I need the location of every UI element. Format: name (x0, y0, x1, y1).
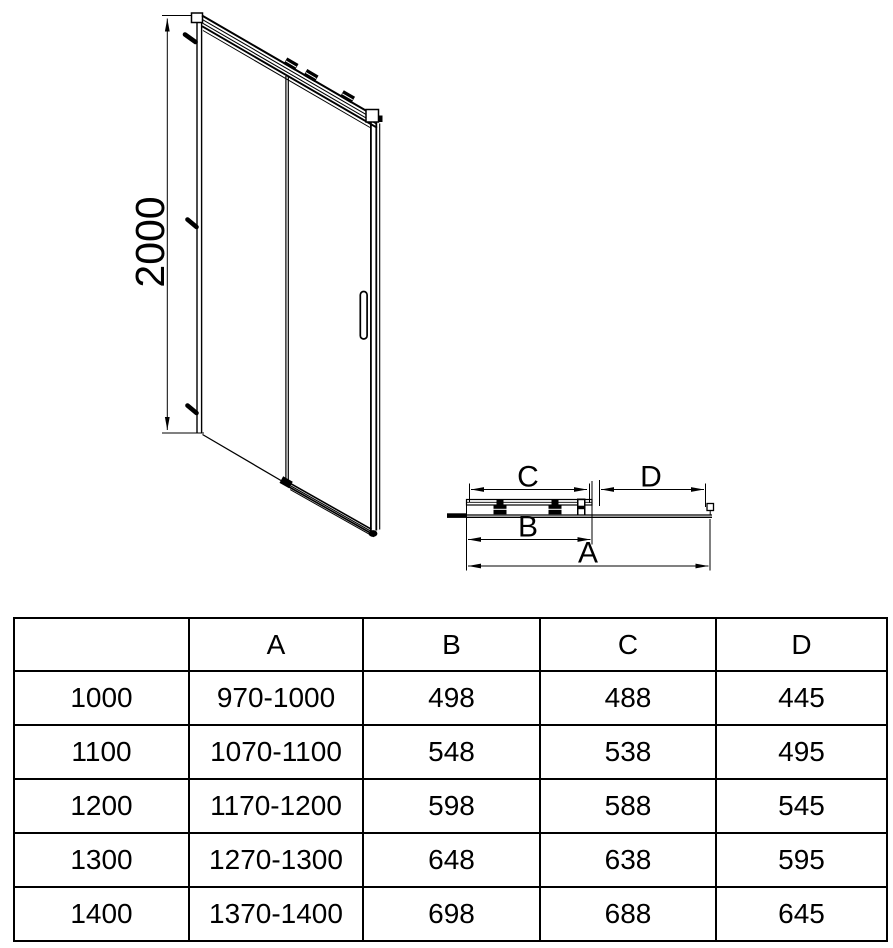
dimension-d-label: D (640, 460, 662, 494)
column-header-b: B (363, 618, 540, 671)
cell-a: 1170-1200 (189, 779, 363, 833)
cell-d: 645 (716, 887, 887, 941)
bottom-rail (279, 476, 377, 537)
door-elevation-view (127, 13, 383, 537)
table-row (14, 725, 887, 779)
door-handle (360, 292, 367, 340)
wall-mount-tabs (185, 35, 197, 414)
table-row (14, 833, 887, 887)
dimension-c-label: C (517, 460, 539, 494)
cell-d: 445 (716, 671, 887, 725)
cell-b: 648 (363, 833, 540, 887)
column-header-size (14, 618, 189, 671)
cell-size: 1100 (14, 725, 189, 779)
cell-c: 588 (540, 779, 716, 833)
rail-end-foot (369, 530, 378, 537)
cell-c: 688 (540, 887, 716, 941)
cell-d: 545 (716, 779, 887, 833)
cell-d: 495 (716, 725, 887, 779)
cell-size: 1300 (14, 833, 189, 887)
cell-b: 498 (363, 671, 540, 725)
cell-size: 1000 (14, 671, 189, 725)
plan-section-view (447, 461, 714, 571)
size-table (13, 617, 888, 942)
height-dimension-label: 2000 (127, 196, 173, 288)
top-rail (202, 16, 377, 128)
dimension-b-label: B (517, 510, 539, 544)
cell-b: 698 (363, 887, 540, 941)
cell-b: 598 (363, 779, 540, 833)
cell-c: 638 (540, 833, 716, 887)
table-row (14, 779, 887, 833)
cell-size: 1400 (14, 887, 189, 941)
column-header-a: A (189, 618, 363, 671)
column-header-d: D (716, 618, 887, 671)
dimension-a-label: A (577, 536, 599, 570)
column-header-c: C (540, 618, 716, 671)
cell-d: 595 (716, 833, 887, 887)
table-row (14, 887, 887, 941)
cell-a: 1270-1300 (189, 833, 363, 887)
table-header-row (14, 618, 887, 671)
cell-b: 548 (363, 725, 540, 779)
cell-a: 970-1000 (189, 671, 363, 725)
cell-a: 1070-1100 (189, 725, 363, 779)
table-row (14, 671, 887, 725)
cell-c: 538 (540, 725, 716, 779)
fixed-panel-edges (203, 76, 289, 482)
cell-size: 1200 (14, 779, 189, 833)
cell-c: 488 (540, 671, 716, 725)
cell-a: 1370-1400 (189, 887, 363, 941)
sliding-door-stile (366, 110, 383, 531)
